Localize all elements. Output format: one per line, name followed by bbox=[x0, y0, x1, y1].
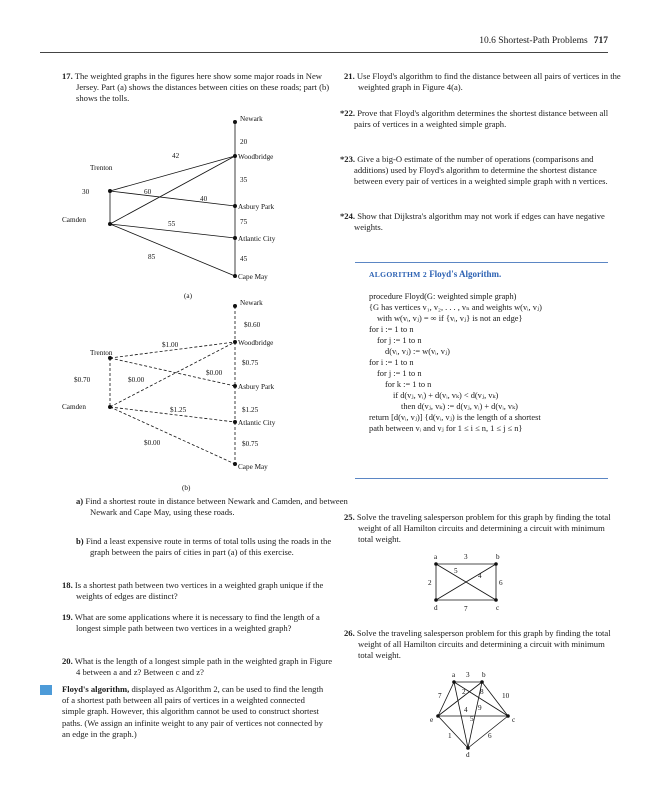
floyd-intro: Floyd's algorithm, displayed as Algorithm 2, can be used to find the length of a shortest path between all pairs of vertices in a weighted connected simple graph. However, this algorithm cannot be used to construct shortest paths. (We assign an infinite weight to any pair of vertices not connected by an edge in the graph.) bbox=[62, 684, 324, 739]
weight-bd: 4 bbox=[478, 572, 482, 580]
weight-ac: 5 bbox=[454, 567, 458, 575]
weight-tc: 30 bbox=[82, 188, 90, 196]
exercise-17a: a) Find a shortest route in distance between Newark and Camden, and between Newark and Cape May, using these roads. bbox=[76, 496, 348, 518]
toll-wa: $0.75 bbox=[242, 359, 259, 367]
woodbridge-label-b: Woodbridge bbox=[238, 339, 274, 347]
code-line: procedure Floyd(G: weighted simple graph) bbox=[369, 292, 517, 301]
vertex-c: c bbox=[496, 604, 500, 612]
atlantic-label-b: Atlantic City bbox=[238, 419, 276, 427]
weight-ed: 4 bbox=[464, 706, 468, 714]
code-line: path between vᵢ and vⱼ for 1 ≤ i ≤ n, 1 ≤ j ≤ n} bbox=[369, 424, 523, 433]
vertex-e: e bbox=[430, 716, 434, 724]
camden-label: Camden bbox=[62, 216, 86, 224]
weight-ac: 2 bbox=[462, 688, 466, 696]
weight-ta: 40 bbox=[200, 195, 208, 203]
page-number: 717 bbox=[593, 36, 608, 46]
exercise-17b: b) Find a least expensive route in terms of total tolls using the roads in the graph between the pairs of cities in part (a) of this exercise. bbox=[76, 536, 332, 558]
exercise-26: 26. Solve the traveling salesperson problem for this graph by finding the total weight of all Hamilton circuits and determining a circuit with minimum total weight. bbox=[344, 628, 611, 661]
newark-label: Newark bbox=[240, 115, 263, 123]
web-resource-icon bbox=[40, 685, 52, 695]
vertex-a: a bbox=[434, 553, 438, 561]
weight-tw: 42 bbox=[172, 152, 180, 160]
code-line: then d(vⱼ, vₖ) := d(vⱼ, vᵢ) + d(vᵢ, vₖ) bbox=[401, 402, 518, 411]
atlantic-label: Atlantic City bbox=[238, 235, 276, 243]
code-line: for j := 1 to n bbox=[377, 336, 422, 345]
camden-label-b: Camden bbox=[62, 403, 86, 411]
weight-atcm: 45 bbox=[240, 255, 248, 263]
weight-ad: 5 bbox=[470, 715, 474, 723]
trenton-label-b: Trenton bbox=[90, 349, 113, 357]
weight-ccm: 85 bbox=[148, 253, 156, 261]
graph-b-caption: (b) bbox=[182, 484, 191, 492]
weight-ec: 1 bbox=[448, 732, 452, 740]
running-header bbox=[479, 36, 608, 46]
weight-ab: 3 bbox=[466, 671, 470, 679]
algorithm-box bbox=[355, 262, 608, 479]
toll-cw: $0.00 bbox=[128, 376, 145, 384]
capemay-label: Cape May bbox=[238, 273, 268, 281]
weight-cat: 55 bbox=[168, 220, 176, 228]
code-line: for i := 1 to n bbox=[369, 358, 414, 367]
graph-25 bbox=[420, 550, 520, 622]
algorithm-title: ALGORITHM 2 Floyd's Algorithm. bbox=[369, 269, 502, 279]
exercise-22: *22. Prove that Floyd's algorithm determines the shortest distance between all pairs of vertices in a weighted simple graph. bbox=[340, 108, 609, 130]
vertex-c: c bbox=[512, 716, 516, 724]
weight-ad: 2 bbox=[428, 579, 432, 587]
code-line: d(vᵢ, vⱼ) := w(vᵢ, vⱼ) bbox=[385, 347, 450, 356]
capemay-label-b: Cape May bbox=[238, 463, 268, 471]
asbury-label: Asbury Park bbox=[238, 203, 275, 211]
weight-ae: 7 bbox=[438, 692, 442, 700]
weight-bd: 8 bbox=[480, 688, 484, 696]
toll-ta: $0.00 bbox=[206, 369, 223, 377]
vertex-d: d bbox=[434, 604, 438, 612]
code-line: for i := 1 to n bbox=[369, 325, 414, 334]
exercise-20: 20. What is the length of a longest simple path in the weighted graph in Figure 4 between a and z? Between c and z? bbox=[62, 656, 333, 678]
algorithm-code bbox=[355, 291, 608, 434]
weight-dc: 6 bbox=[488, 732, 492, 740]
weight-nw: 20 bbox=[240, 138, 248, 146]
toll-tc: $0.70 bbox=[74, 376, 91, 384]
code-line: if d(vⱼ, vᵢ) + d(vᵢ, vₖ) < d(vⱼ, vₖ) bbox=[393, 391, 499, 400]
graph-26 bbox=[420, 668, 530, 760]
code-line: {G has vertices v₁, v₂, . . . , vₙ and weights w(vᵢ, vⱼ) bbox=[369, 303, 542, 312]
exercise-18: 18. Is a shortest path between two vertices in a weighted graph unique if the weights of edges are distinct? bbox=[62, 580, 324, 602]
vertex-b: b bbox=[482, 671, 486, 679]
vertex-b: b bbox=[496, 553, 500, 561]
toll-nw: $0.60 bbox=[244, 321, 261, 329]
code-line: with w(vᵢ, vⱼ) = ∞ if {vᵢ, vⱼ} is not an edge} bbox=[377, 314, 523, 323]
code-line: return [d(vᵢ, vⱼ)] {d(vᵢ, vⱼ) is the length of a shortest bbox=[369, 413, 541, 422]
exercise-17: 17. The weighted graphs in the figures here show some major roads in New Jersey. Part (a) shows the distances between cities on these roads; part (b) shows the tolls. bbox=[62, 71, 330, 104]
toll-tw: $1.00 bbox=[162, 341, 179, 349]
asbury-label-b: Asbury Park bbox=[238, 383, 275, 391]
newark-label-b: Newark bbox=[240, 299, 263, 307]
toll-cat: $1.25 bbox=[170, 406, 187, 414]
exercise-21: 21. Use Floyd's algorithm to find the distance between all pairs of vertices in the weighted graph in Figure 4(a). bbox=[344, 71, 621, 93]
weight-bc: 10 bbox=[502, 692, 510, 700]
toll-ccm: $0.00 bbox=[144, 439, 161, 447]
weight-wa: 35 bbox=[240, 176, 248, 184]
woodbridge-label: Woodbridge bbox=[238, 153, 274, 161]
weight-aat: 75 bbox=[240, 218, 248, 226]
exercise-19: 19. What are some applications where it is necessary to find the length of a longest simple path between two vertices in a weighted graph? bbox=[62, 612, 320, 634]
code-line: for j := 1 to n bbox=[377, 369, 422, 378]
toll-atcm: $0.75 bbox=[242, 440, 259, 448]
code-line: for k := 1 to n bbox=[385, 380, 432, 389]
graph-a-distances bbox=[60, 108, 350, 303]
graph-b-tolls bbox=[60, 292, 350, 497]
exercise-23: *23. Give a big-O estimate of the number of operations (comparisons and additions) used by Floyd's algorithm to determine the shortest distance between every pair of vertices in a weighted simple graph with n vertices. bbox=[340, 154, 608, 187]
section-title: 10.6 Shortest-Path Problems bbox=[479, 36, 588, 46]
weight-ab: 3 bbox=[464, 553, 468, 561]
vertex-a: a bbox=[452, 671, 456, 679]
header-rule bbox=[40, 52, 608, 53]
weight-dc: 7 bbox=[464, 605, 468, 613]
toll-aat: $1.25 bbox=[242, 406, 259, 414]
weight-be: 9 bbox=[478, 704, 482, 712]
exercise-24: *24. Show that Dijkstra's algorithm may not work if edges can have negative weights. bbox=[340, 211, 605, 233]
weight-bc: 6 bbox=[499, 579, 503, 587]
graph-a-caption: (a) bbox=[184, 292, 192, 300]
trenton-label: Trenton bbox=[90, 164, 113, 172]
weight-cw: 60 bbox=[144, 188, 152, 196]
vertex-d: d bbox=[466, 751, 470, 759]
exercise-25: 25. Solve the traveling salesperson problem for this graph by finding the total weight of all Hamilton circuits and determining a circuit with minimum total weight. bbox=[344, 512, 611, 545]
